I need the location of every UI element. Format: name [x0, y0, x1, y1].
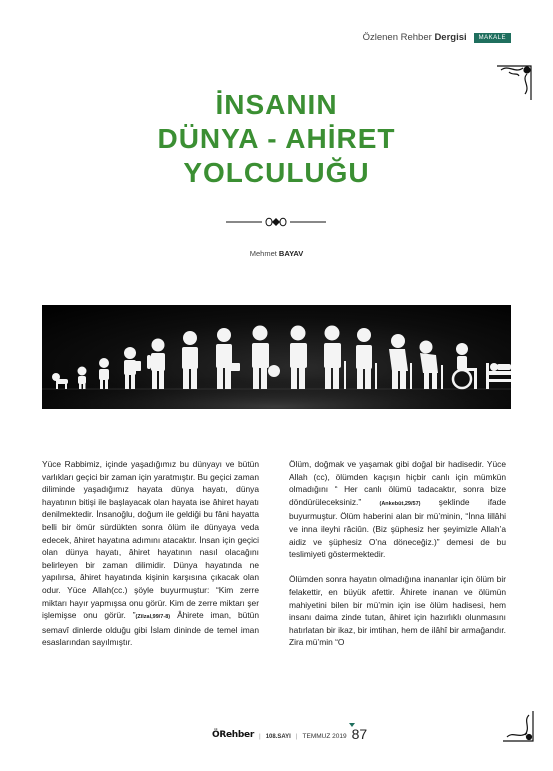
issue-number: 108.SAYI — [265, 734, 291, 740]
page-footer: ÖRehber | 108.SAYI | TEMMUZ 2019 87 — [212, 726, 368, 742]
article-title — [0, 88, 553, 190]
issue-date: TEMMUZ 2019 — [302, 733, 347, 740]
title-line: İNSANIN — [215, 89, 338, 120]
magazine-header — [363, 32, 511, 43]
life-stages-image — [42, 305, 511, 409]
page-number: 87 — [351, 726, 368, 742]
scripture-reference: (Ankebût,29/57) — [379, 500, 421, 507]
body-column-left — [42, 458, 259, 649]
life-stages-illustration — [42, 305, 511, 409]
title-line: YOLCULUĞU — [183, 157, 370, 188]
body-column-right — [289, 458, 506, 649]
paragraph: Ölüm, doğmak ve yaşamak gibi doğal bir hadisedir. Yüce Allah (cc), ölümden kaçışın hiçbir canlı için mümkün olmadığını “ Her canlı ölümü tadacaktır, sonra bize döndürüleceksiniz.” (Ankebût,29/57) şeklinde ifade buyurmuştur. Ölüm haberini alan bir mü’minin, “İnna lillâhi ve inna ileyhi râciûn. (Biz şüphesiz her şeyimizle Allah’a aidiz ve şüphesiz O’na döneceğiz.)” demesi de bu teslimiyeti göstermektedir. — [289, 459, 507, 560]
title-line: DÜNYA - AHİRET — [157, 123, 396, 154]
magazine-logo: ÖRehber — [212, 730, 254, 740]
paragraph: Ölümden sonra hayatın olmadığına inananlar için ölüm bir felakettir, en büyük afettir. Âhirete inanan ve ölümün mahiyetini bilen bir mü’min için ise ölüm hadisesi, hem insanı daima zinde tutan, âhiret için hazırlıklı olunmasını hatırlatan bir ikaz, bir imtihan, hem de ilâhî bir armağandır. Zira mü’min “O — [289, 574, 506, 648]
corner-ornament-icon — [501, 709, 535, 743]
magazine-name: Özlenen Rehber Dergisi — [362, 32, 467, 43]
paragraph: Yüce Rabbimiz, içinde yaşadığımız bu dünyayı ve bütün varlıkları geçici bir zaman için yaratmıştır. Bu geçici zaman diliminde yaşadığımız hayata dünya hayatı, dünya hayatının bitişi ile başlayacak olan hayata ise âhiret hayatı denilmektedir. İnsanoğlu, doğum ile geldiği bu fâni hayatta belli bir ömür sürdükten sonra ölüm ile dünyaya veda edecek, âhiret hayatına adımını atacaktır. İnsan için geçici olan dünya hayatı, âhiret hayatının nasıl olacağını belirleyen bir zaman dilimidir. Dünya hayatında ne yapılırsa, âhiret hayatında kişinin karşısına çıkacak olan odur. Yüce Allah(cc.) şöyle buyurmuştur: “Kim zerre miktarı hayır yapmışsa onu görür. Kim de zerre miktarı şer işlemişse onu görür. ”(Zilzal,99/7-8) Âhirete iman, bütün semavî dinlerde olduğu gibi İslam dininde de temel iman esaslarından sayılmıştır. — [42, 459, 259, 648]
scripture-reference: (Zilzal,99/7-8) — [135, 614, 171, 621]
ornamental-divider-icon — [226, 215, 326, 229]
author-byline: Mehmet BAYAV — [249, 249, 304, 258]
section-badge: MAKALE — [474, 33, 511, 43]
